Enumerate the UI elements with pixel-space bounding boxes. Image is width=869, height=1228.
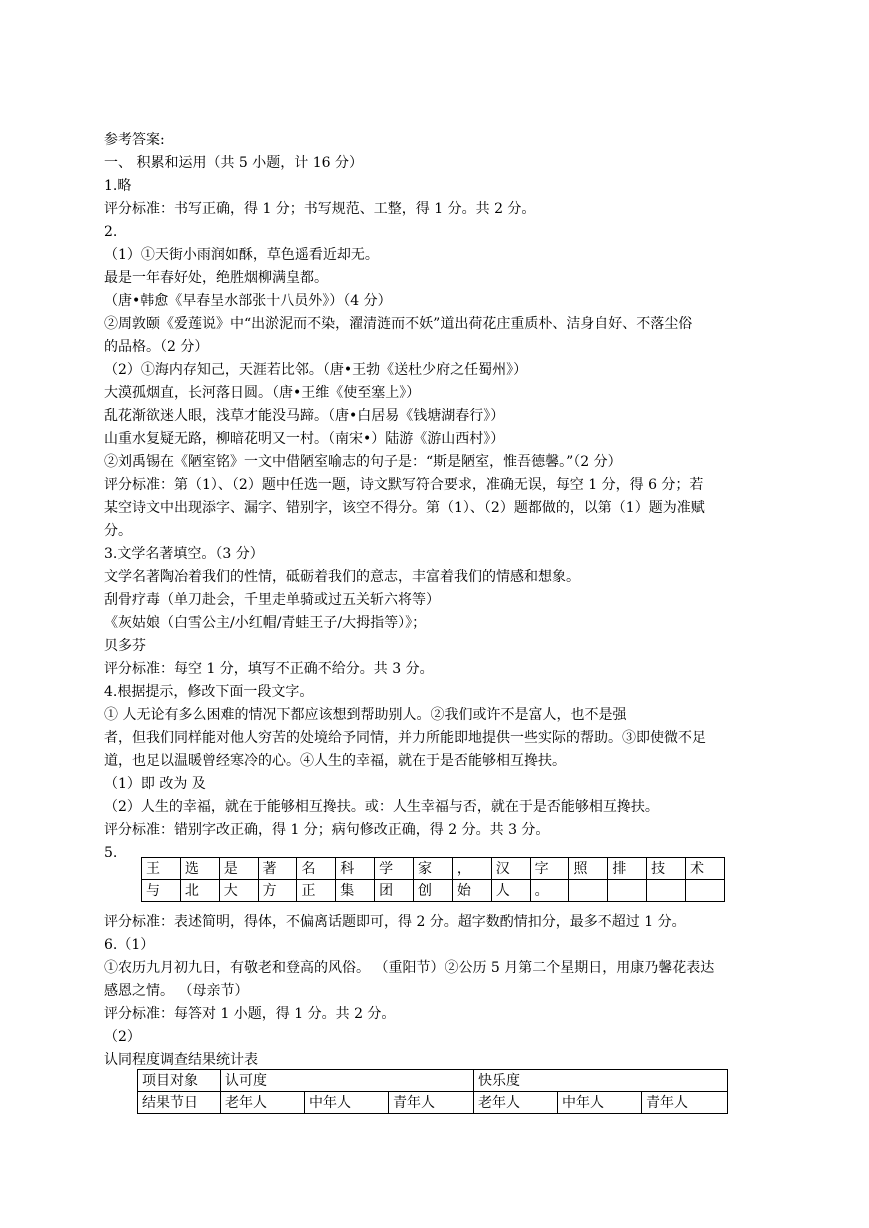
q5-character-grid <box>141 857 725 902</box>
grid-cell: 术 <box>686 858 725 880</box>
q4-line: 道，也足以温暖曾经寒冷的心。④人生的幸福，就在于是否能够相互搀扶。 <box>104 753 566 769</box>
grid-cell: 人 <box>491 880 530 902</box>
q2-line: （唐•韩愈《早春呈水部张十八员外》）（4 分） <box>104 293 392 309</box>
grid-cell: 大 <box>219 880 258 902</box>
grid-cell <box>608 880 647 902</box>
grid-cell: 始 <box>452 880 491 902</box>
q2-line: 山重水复疑无路，柳暗花明又一村。（南宋•）陆游《游山西村》） <box>104 431 505 447</box>
q2-scoring: 分。 <box>104 523 132 539</box>
table-cell: 中年人 <box>305 1092 389 1114</box>
grid-cell: 正 <box>297 880 336 902</box>
grid-cell <box>647 880 686 902</box>
q3-line: 贝多芬 <box>104 638 146 654</box>
grid-cell: 家 <box>414 858 453 880</box>
table-cell: 青年人 <box>389 1092 474 1114</box>
table-row <box>138 1070 728 1092</box>
q6-number: 6.（1） <box>104 937 155 953</box>
q3-title: 3.文学名著填空。（3 分） <box>104 546 264 562</box>
q2-line: ②周敦颐《爱莲说》中“出淤泥而不染，濯清涟而不妖”道出荷花庄重质朴、洁身自好、不落尘俗 <box>104 316 693 332</box>
q5-scoring: 评分标准：表述简明，得体，不偏离话题即可，得 2 分。超字数酌情扣分，最多不超过 1 分。 <box>104 914 686 930</box>
grid-cell: 字 <box>530 858 569 880</box>
table-cell: 老年人 <box>474 1092 558 1114</box>
grid-cell: 方 <box>258 880 297 902</box>
table-cell: 青年人 <box>642 1092 728 1114</box>
q6-part2: （2） <box>104 1029 141 1045</box>
grid-cell: 王 <box>142 858 181 880</box>
q5-number: 5. <box>104 845 118 861</box>
grid-cell: 是 <box>219 858 258 880</box>
grid-cell: 北 <box>180 880 219 902</box>
q2-line: ②刘禹锡在《陋室铭》一文中借陋室喻志的句子是：“斯是陋室，惟吾德馨。”（2 分） <box>104 454 622 470</box>
q1-scoring: 评分标准：书写正确，得 1 分；书写规范、工整，得 1 分。共 2 分。 <box>104 201 536 217</box>
grid-cell: 著 <box>258 858 297 880</box>
grid-cell: 科 <box>336 858 375 880</box>
q2-line: （1）①天街小雨润如酥，草色遥看近却无。 <box>104 247 379 263</box>
table-cell: 中年人 <box>558 1092 642 1114</box>
grid-cell: 集 <box>336 880 375 902</box>
q2-line: 的品格。（2 分） <box>104 339 209 355</box>
q4-line: （2）人生的幸福，就在于能够相互搀扶。或：人生幸福与否，就在于是否能够相互搀扶。 <box>104 799 659 815</box>
answer-heading: 参考答案: <box>104 132 165 148</box>
survey-result-table <box>137 1069 728 1114</box>
q4-line: ① 人无论有多么困难的情况下都应该想到帮助别人。②我们或许不是富人，也不是强 <box>104 707 627 723</box>
q2-scoring: 某空诗文中出现添字、漏字、错别字，该空不得分。第（1）、（2）题都做的，以第（1）题为准赋 <box>104 500 705 516</box>
q3-line: 刮骨疗毒（单刀赴会，千里走单骑或过五关斩六将等） <box>104 592 440 608</box>
grid-cell: 与 <box>142 880 181 902</box>
q4-line: （1）即 改为 及 <box>104 776 206 792</box>
grid-cell: 照 <box>569 858 608 880</box>
q4-line: 者，但我们同样能对他人穷苦的处境给予同情，并力所能即地提供一些实际的帮助。③即使微不足 <box>104 730 706 746</box>
grid-cell: 选 <box>180 858 219 880</box>
table-cell: 结果节日 <box>138 1092 221 1114</box>
q2-number: 2. <box>104 224 118 240</box>
q3-line: 文学名著陶冶着我们的性情，砥砺着我们的意志，丰富着我们的情感和想象。 <box>104 569 580 585</box>
table-cell: 快乐度 <box>474 1070 728 1092</box>
q2-line: 乱花渐欲迷人眼，浅草才能没马蹄。（唐•白居易《钱塘湖春行》） <box>104 408 505 424</box>
q2-line: 大漠孤烟直，长河落日圆。（唐•王维《使至塞上》） <box>104 385 421 401</box>
grid-cell: 排 <box>608 858 647 880</box>
q2-line: 最是一年春好处，绝胜烟柳满皇都。 <box>104 270 328 286</box>
grid-cell: 学 <box>375 858 414 880</box>
grid-cell: 技 <box>647 858 686 880</box>
q2-scoring: 评分标准：第（1）、（2）题中任选一题，诗文默写符合要求，准确无误，每空 1 分，得 6 分；若 <box>104 477 704 493</box>
q6-line: ①农历九月初九日，有敬老和登高的风俗。 （重阳节）②公历 5 月第二个星期日，用康乃馨花表达 <box>104 960 715 976</box>
table-row <box>138 1092 728 1114</box>
table-cell: 项目对象 <box>138 1070 221 1092</box>
grid-cell: 创 <box>414 880 453 902</box>
grid-cell: 汉 <box>491 858 530 880</box>
q4-scoring: 评分标准：错别字改正确，得 1 分；病句修改正确，得 2 分。共 3 分。 <box>104 822 550 838</box>
table-cell: 老年人 <box>221 1092 305 1114</box>
q6-scoring: 评分标准：每答对 1 小题，得 1 分。共 2 分。 <box>104 1006 396 1022</box>
q3-line: 《灰姑娘（白雪公主/小红帽/青蛙王子/大拇指等）》； <box>104 615 427 631</box>
q4-title: 4.根据提示，修改下面一段文字。 <box>104 684 314 700</box>
table-cell: 认可度 <box>221 1070 474 1092</box>
grid-cell: 名 <box>297 858 336 880</box>
q3-scoring: 评分标准：每空 1 分，填写不正确不给分。共 3 分。 <box>104 661 434 677</box>
grid-cell: 。 <box>530 880 569 902</box>
grid-cell <box>686 880 725 902</box>
table-row <box>142 880 725 902</box>
grid-cell: 团 <box>375 880 414 902</box>
grid-cell: ， <box>452 858 491 880</box>
survey-table-title: 认同程度调查结果统计表 <box>104 1052 258 1068</box>
section-one-title: 一、 积累和运用（共 5 小题，计 16 分） <box>104 155 363 171</box>
grid-cell <box>569 880 608 902</box>
table-row <box>142 858 725 880</box>
q6-line: 感恩之情。 （母亲节） <box>104 983 249 999</box>
q1-answer: 1.略 <box>104 178 132 194</box>
q2-line: （2）①海内存知己，天涯若比邻。（唐•王勃《送杜少府之任蜀州》） <box>104 362 528 378</box>
